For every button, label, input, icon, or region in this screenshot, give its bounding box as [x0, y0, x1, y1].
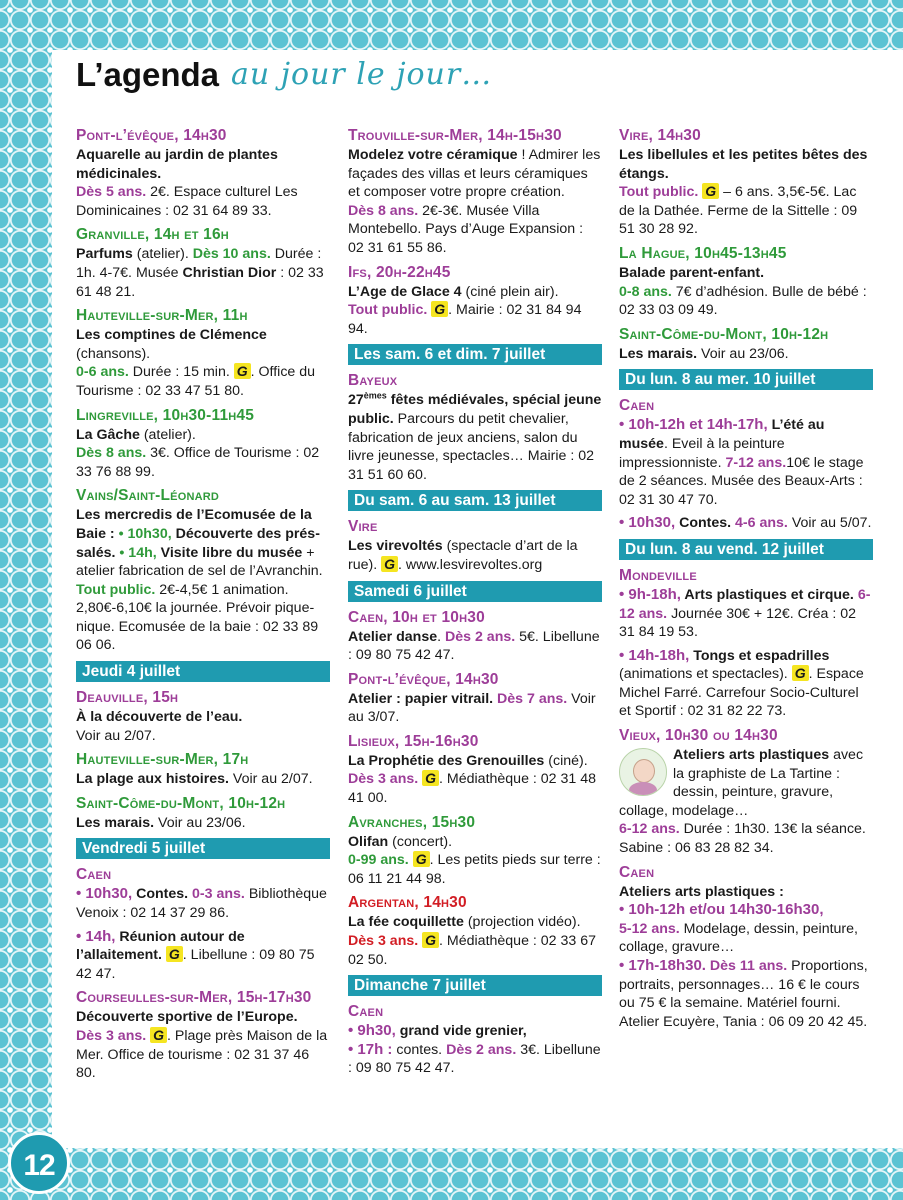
age-label: Dès 2 ans.: [445, 628, 516, 645]
event-details: 7€ d’adhésion. Bulle de bébé : 02 33 03 09 49.: [619, 283, 867, 319]
event-heading: Caen: [348, 1003, 384, 1021]
age-label: Dès 3 ans.: [348, 771, 419, 788]
event-text: (atelier).: [139, 426, 196, 443]
event-title: Modelez votre céramique: [348, 147, 518, 163]
event-heading: Argentan, 14h30: [348, 894, 467, 912]
age-label: Dès 7 ans.: [493, 690, 568, 707]
event-title: fêtes médiévales, spécial jeune public.: [348, 392, 602, 427]
age-label: 0-99 ans.: [348, 852, 409, 869]
event-details: 5€. Libellune : 09 80 75 42 47.: [348, 628, 600, 664]
event-title: Ateliers arts plastiques: [673, 747, 830, 764]
free-badge: G: [413, 851, 430, 867]
age-label: Dès 11 ans.: [705, 958, 788, 974]
event-title: Atelier : papier vitrail.: [348, 690, 494, 707]
event-heading: Lingreville, 10h30-11h45: [76, 406, 255, 424]
event-heading: Avranches, 15h30: [348, 813, 476, 831]
event-vains: [76, 486, 330, 655]
free-badge: G: [166, 946, 183, 962]
event-details: 2€-4,5€ 1 animation. 2,80€-6,10€ la journée. Prévoir pique-nique. Ecomusée de la baie : 02 33 89 06 06.: [76, 581, 319, 654]
ordinal-suffix: èmes: [363, 390, 387, 401]
event-saint-come-1: [76, 794, 330, 833]
event-text: (projection vidéo).: [463, 914, 581, 931]
event-title: Balade parent-enfant.: [619, 264, 765, 281]
event-title: Atelier danse: [348, 628, 438, 645]
event-details: . Plage près Maison de la Mer. Office de tourisme : 02 31 37 46 80.: [76, 1028, 328, 1082]
free-badge: G: [431, 301, 448, 317]
event-details: . Les petits pieds sur terre : 06 11 21 44 98.: [348, 852, 601, 887]
artist-portrait-icon: [619, 748, 667, 796]
event-pont-leveque-1: [76, 126, 330, 220]
event-caen-5: [619, 396, 873, 509]
event-time: • 10h-12h et 14h-17h,: [619, 416, 768, 434]
event-heading: Hauteville-sur-Mer, 17h: [76, 751, 249, 769]
event-details: . Médiathèque : 02 31 48 41 00.: [348, 771, 597, 807]
event-heading: Trouville-sur-Mer, 14h-15h30: [348, 127, 562, 144]
event-vire-1: [348, 517, 602, 574]
age-label: 4-6 ans.: [731, 515, 788, 532]
age-label: 7-12 ans.: [725, 454, 787, 471]
event-title: grand vide grenier,: [395, 1023, 527, 1040]
event-lingreville: [76, 406, 330, 482]
event-text: contes.: [392, 1041, 447, 1058]
event-details: Proportions, portraits, personnages… 16 € le cours ou 75 € la semaine. Matériel fourni. Atelier Ecuyère, Tania : 06 09 20 42 45.: [619, 958, 868, 1030]
event-ifs: [348, 263, 602, 339]
event-heading: Courseulles-sur-Mer, 15h-17h30: [76, 989, 312, 1007]
event-heading: Saint-Côme-du-Mont, 10h-12h: [619, 325, 829, 343]
event-details: Voir au 3/07.: [348, 690, 596, 726]
event-title: Aquarelle au jardin de plantes médicinales.: [76, 147, 278, 182]
event-lisieux: [348, 732, 602, 808]
column-3: [619, 126, 873, 1036]
event-heading: Vire: [348, 518, 378, 536]
event-details: Parcours du petit chevalier, fabrication de jeux anciens, salon du livre jeunesse, spectacles… Mairie : 02 31 51 60 60.: [348, 410, 595, 483]
event-heading: Pont-l’évêque, 14h30: [348, 670, 499, 688]
event-details: 3€. Libellune : 09 80 75 42 47.: [348, 1041, 601, 1077]
title-script: au jour le jour…: [231, 57, 493, 92]
event-time: • 14h,: [115, 544, 157, 561]
event-title: Olifan: [348, 833, 389, 850]
age-label: 6-12 ans.: [619, 586, 871, 622]
event-details: . Office du Tourisme : 02 33 47 51 80.: [76, 364, 316, 399]
event-caen-1: [76, 865, 330, 922]
event-heading: Pont-l’évêque, 14h30: [76, 127, 227, 144]
event-heading: Deauville, 15h: [76, 689, 179, 707]
date-bar-dimanche: Dimanche 7 juillet: [348, 975, 602, 996]
event-details: : 02 33 61 48 21.: [76, 264, 324, 300]
event-title: Ateliers arts plastiques :: [619, 883, 784, 900]
age-label: 0-8 ans.: [619, 283, 672, 300]
date-bar-sam6-sam13: Du sam. 6 au sam. 13 juillet: [348, 490, 602, 511]
free-badge: G: [234, 363, 251, 379]
event-title: Les comptines de Clémence: [76, 327, 267, 344]
age-label: 0-6 ans.: [76, 364, 129, 381]
free-badge: G: [702, 183, 719, 199]
event-heading: Hauteville-sur-Mer, 11h: [76, 307, 248, 325]
event-granville: [76, 225, 330, 301]
event-text: (ciné plein air).: [461, 283, 559, 300]
event-title: La plage aux histoires.: [76, 771, 229, 788]
event-text: (spectacle d’art de la rue).: [348, 538, 578, 573]
free-badge: G: [381, 556, 398, 572]
event-heading: Granville, 14h et 16h: [76, 226, 229, 244]
event-title: Les libellules et les petites bêtes des étangs.: [619, 147, 868, 182]
event-details: 2€-3€. Musée Villa Montebello. Pays d’Auge Expansion : 02 31 61 55 86.: [348, 202, 584, 256]
event-la-hague: [619, 244, 873, 320]
event-trouville: [348, 126, 602, 258]
event-title: Contes.: [132, 886, 189, 903]
event-time: • 10h30,: [118, 525, 172, 542]
event-text: Durée : 15 min.: [128, 364, 234, 381]
event-text: (ciné).: [544, 752, 588, 769]
event-heading: Lisieux, 15h-16h30: [348, 732, 479, 750]
date-bar-lun-vend: Du lun. 8 au vend. 12 juillet: [619, 539, 873, 560]
event-heading: Caen: [76, 866, 112, 884]
event-pont-leveque-2: [348, 670, 602, 727]
event-text-bold: Visite libre du musée: [156, 544, 303, 561]
event-text: avec la graphiste de La Tartine : dessin, peinture, gravure, collage, modelage…: [619, 747, 864, 819]
event-title: Les marais.: [619, 345, 698, 362]
event-avranches: [348, 813, 602, 889]
event-title: Les mercredis de l’Ecomusée de la Baie :: [76, 507, 312, 542]
free-badge: G: [422, 932, 439, 948]
event-heading: Ifs, 20h-22h45: [348, 263, 451, 281]
event-details: Durée : 1h30. 13€ la séance. Sabine : 06 83 28 82 34.: [619, 821, 866, 857]
event-text: (animations et spectacles).: [619, 666, 792, 683]
age-label: Tout public.: [76, 581, 156, 598]
event-text: .: [437, 628, 445, 645]
event-heading: La Hague, 10h45-13h45: [619, 244, 787, 262]
event-title: La Prophétie des Grenouilles: [348, 752, 545, 769]
event-details: Voir au 2/07.: [228, 771, 313, 788]
event-time: • 9h-18h,: [619, 585, 681, 603]
event-details: 2€. Espace culturel Les Dominicaines : 02 31 64 89 33.: [76, 184, 298, 219]
age-label: Dès 10 ans.: [192, 246, 271, 263]
event-details: Voir au 23/06.: [154, 814, 246, 831]
event-heading: Bayeux: [348, 372, 398, 390]
age-label: Tout public.: [348, 302, 428, 319]
event-details: Voir au 5/07.: [787, 515, 872, 532]
event-saint-come-2: [619, 325, 873, 364]
event-courseulles: [76, 988, 330, 1082]
event-text: (concert).: [388, 833, 453, 850]
event-caen-2: [76, 928, 330, 984]
age-label: 6-12 ans.: [619, 821, 680, 838]
event-caen-4: [348, 1002, 602, 1078]
event-text: ! Admirer les façades des villas et leurs céramiques et composer votre propre création.: [348, 147, 601, 201]
event-details: . Libellune : 09 80 75 42 47.: [76, 947, 315, 982]
event-title: À la découverte de l’eau.: [76, 709, 243, 726]
date-bar-jeudi: Jeudi 4 juillet: [76, 661, 330, 682]
event-details: . Espace Michel Farré. Carrefour Socio-Culturel et Sportif : 02 31 82 22 73.: [619, 666, 864, 720]
event-mondeville-1: [619, 566, 873, 642]
event-text: + atelier fabrication de sel de l’Avranchin.: [76, 544, 323, 580]
event-time: • 14h-18h,: [619, 646, 690, 664]
page-number: 12: [8, 1132, 70, 1194]
event-argentan: [348, 893, 602, 969]
event-text: Modelage, dessin, peinture, collage, gravure…: [619, 920, 858, 956]
date-bar-lun-mer: Du lun. 8 au mer. 10 juillet: [619, 369, 873, 390]
event-title: Contes.: [675, 515, 732, 532]
column-1: [76, 126, 330, 1088]
event-title: Tongs et espadrilles: [689, 647, 830, 664]
event-details: – 6 ans. 3,5€-5€. Lac de la Dathée. Ferme de la Sittelle : 09 51 30 28 92.: [619, 184, 858, 238]
event-hauteville-1: [76, 306, 330, 400]
event-text: . Eveil à la peinture impressionniste.: [619, 435, 785, 471]
free-badge: G: [792, 665, 809, 681]
event-title: Les virevoltés: [348, 538, 443, 555]
event-heading: Vains/Saint-Léonard: [76, 487, 220, 505]
event-text: (chansons).: [76, 345, 151, 362]
event-title: Arts plastiques et cirque.: [680, 586, 854, 603]
date-bar-samedi: Samedi 6 juillet: [348, 581, 602, 602]
event-time: • 14h,: [76, 927, 116, 945]
age-label: Dès 8 ans.: [348, 202, 419, 219]
event-time: • 10h-12h et/ou 14h30-16h30,: [619, 901, 824, 919]
event-caen-7: [619, 863, 873, 1032]
event-heading: Vieux, 10h30 ou 14h30: [619, 727, 778, 745]
event-time: • 10h30,: [619, 514, 676, 532]
event-time: • 9h30,: [348, 1022, 396, 1040]
event-title: L’Age de Glace 4: [348, 283, 462, 300]
event-vieux: [619, 726, 873, 858]
event-time: • 17h-18h30.: [619, 957, 706, 974]
event-details: Journée 30€ + 12€. Créa : 02 31 84 19 53.: [619, 605, 857, 641]
event-heading: Caen, 10h et 10h30: [348, 608, 485, 626]
date-bar-vendredi: Vendredi 5 juillet: [76, 838, 330, 859]
event-title: La Gâche: [76, 426, 140, 443]
event-heading: Saint-Côme-du-Mont, 10h-12h: [76, 794, 286, 812]
event-time: • 17h :: [348, 1040, 393, 1058]
event-details: . Mairie : 02 31 84 94 94.: [348, 302, 582, 337]
event-details: . Médiathèque : 02 33 67 02 50.: [348, 933, 597, 968]
age-label: Dès 5 ans.: [76, 184, 147, 201]
event-heading: Caen: [619, 863, 655, 881]
event-text: (atelier).: [132, 246, 193, 263]
event-heading: Caen: [619, 397, 655, 415]
event-time: • 10h30,: [76, 885, 133, 903]
event-heading: Vire, 14h30: [619, 127, 701, 144]
event-mondeville-2: [619, 647, 873, 721]
event-details: . www.lesvirevoltes.org: [398, 556, 543, 573]
event-text-bold: Christian Dior: [182, 264, 277, 281]
event-caen-3: [348, 608, 602, 665]
page-title: [76, 56, 493, 116]
event-title: 27: [348, 392, 364, 409]
age-label: 5-12 ans.: [619, 920, 680, 937]
event-title: La fée coquillette: [348, 914, 464, 931]
age-label: Dès 8 ans.: [76, 445, 147, 462]
event-hauteville-2: [76, 750, 330, 789]
event-details: Bibliothèque Venoix : 02 14 37 29 86.: [76, 886, 327, 922]
free-badge: G: [422, 770, 439, 786]
event-bayeux: [348, 371, 602, 484]
age-label: Dès 3 ans.: [76, 1028, 147, 1044]
event-title: Parfums: [76, 246, 133, 263]
free-badge: G: [150, 1027, 167, 1043]
event-title: L’été au musée: [619, 417, 825, 452]
event-heading: Mondeville: [619, 566, 697, 584]
event-text: Durée : 1h. 4-7€. Musée: [76, 246, 322, 281]
column-2: [348, 126, 602, 1083]
age-label: Dès 3 ans.: [348, 933, 419, 950]
event-title: Les marais.: [76, 814, 155, 831]
title-main: L’agenda: [76, 56, 220, 93]
event-details: Voir au 2/07.: [76, 727, 156, 744]
event-text-bold: Découverte des prés-salés.: [76, 525, 320, 561]
event-deauville: [76, 688, 330, 745]
age-label: Tout public.: [619, 184, 699, 201]
event-caen-6: [619, 514, 873, 533]
event-title: Réunion autour de l’allaitement.: [76, 928, 245, 964]
event-vire-2: [619, 126, 873, 239]
age-label: Dès 2 ans.: [446, 1041, 517, 1058]
event-details: 3€. Office de Tourisme : 02 33 76 88 99.: [76, 445, 320, 480]
date-bar-sam-dim: Les sam. 6 et dim. 7 juillet: [348, 344, 602, 365]
event-details: Voir au 23/06.: [697, 345, 789, 362]
event-details: 10€ le stage de 2 séances. Musée des Beaux-Arts : 02 31 30 47 70.: [619, 454, 864, 508]
event-title: Découverte sportive de l’Europe.: [76, 1009, 298, 1026]
age-label: 0-3 ans.: [188, 886, 245, 903]
